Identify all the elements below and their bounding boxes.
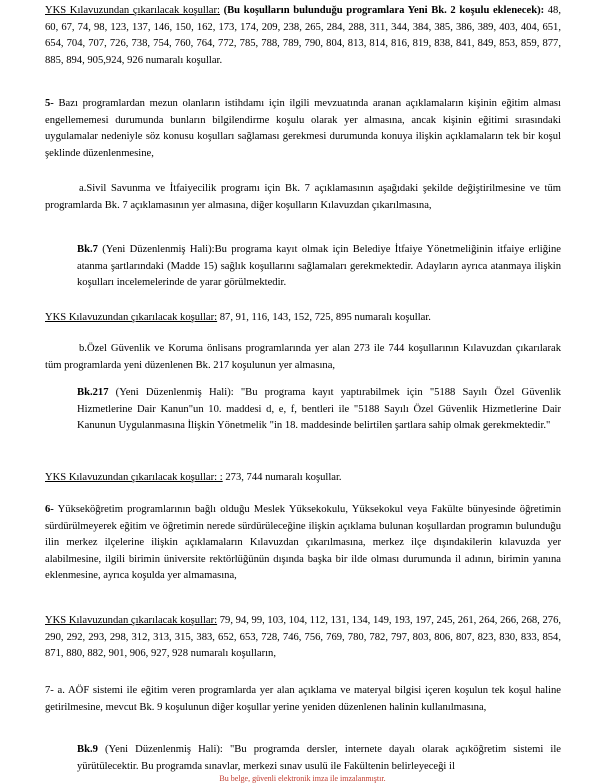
paragraph-text: 273, 744 numaralı koşullar. bbox=[222, 472, 342, 483]
section-label: YKS Kılavuzundan çıkarılacak koşullar: : bbox=[45, 472, 223, 483]
paragraph-text: Yükseköğretim programlarının bağlı olduğu Meslek Yüksekokulu, Yüksekokul veya Fakülte bünyesinde öğretimin sürdürülmeyerek eğitim ve öğretimin nerede sürdürüleceğine ilişkin açıklama bulunan koşullardan programın bulunduğu ilin merkez ilçelerine ilişkin açıklamaların Kılavuzdan çıkarılmasına, merkez ilçe dışındakilerin kılavuzda yer alabilmesine, ilgili birimin üniversite rektörlüğünün dışında başka bir ilde olması durumunda il adının, birimin yanına eklenmesine, ayrıca koşulda yer almamasına, bbox=[45, 504, 561, 582]
paragraph-item-6 bbox=[45, 502, 561, 585]
paragraph-text: b.Özel Güvenlik ve Koruma önlisans programlarında yer alan 273 ile 744 koşullarının Kılavuzdan çıkarılarak tüm programlarda yeni düzenlenen Bk. 217 koşulunun yer almasına, bbox=[45, 343, 561, 371]
paragraph-text: (Yeni Düzenlenmiş Hali): "Bu programa kayıt yaptırabilmek için "5188 Sayılı Özel Güvenlik Hizmetlerine Dair Kanun"un 10. maddesi d, e, f, bentleri ile "5188 Sayılı Özel Güvenlik Hizmetlerine Dair Kanunun Uygulanmasına İlişkin Yönetmelik "in 18. maddesinde belirtilen şartlara sahip olmak gerekmektedir." bbox=[77, 387, 561, 432]
paragraph-item-7a bbox=[45, 683, 561, 716]
section-label: YKS Kılavuzundan çıkarılacak koşullar: bbox=[45, 615, 218, 626]
bk-label: Bk.9 bbox=[77, 744, 98, 755]
paragraph-bk9 bbox=[77, 742, 561, 775]
paragraph-text: (Yeni Düzenlenmiş Hali):Bu programa kayıt olmak için Belediye İtfaiye Yönetmeliğinin itfaiye erliğine atanma şartlarındaki (Madde 15) sağlık koşullarını sağlamaları gerekmektedir. Adayların ayrıca atanmaya ilişkin koşulları incelemelerinde de yarar görülmektedir. bbox=[77, 244, 561, 289]
paragraph-item-5b bbox=[45, 341, 561, 374]
e-signature-footer: Bu belge, güvenli elektronik imza ile imzalanmıştır. bbox=[219, 774, 386, 783]
paragraph-bk7 bbox=[77, 242, 561, 292]
bk-label: Bk.217 bbox=[77, 387, 109, 398]
paragraph-text: 48, 60, 67, 74, 98, 123, 137, 146, 150, 162, 173, 174, 209, 238, 265, 284, 288, 311, 344, 384, 385, 386, 389, 403, 404, 651, 654, 704, 707, 726, 738, 754, 760, 764, 772, 785, 788, 789, 790, 804, 813, 814, 816, 819, 838, 841, 849, 853, 859, 877, 885, 894, 905,924, 926 numaralı koşullar. bbox=[45, 5, 562, 66]
item-number: 6- bbox=[45, 504, 54, 515]
paragraph-text: (Yeni Düzenlenmiş Hali): "Bu programda dersler, internete dayalı olarak açıköğretim sistemi ile yürütülecektir. Bu programda sınavlar, merkezi sınav usulü ile Fakültenin belirleyeceği il bbox=[77, 744, 561, 772]
bk-label: Bk.7 bbox=[77, 244, 98, 255]
paragraph-yks-removed-conditions-4 bbox=[45, 613, 561, 663]
paragraph-yks-removed-conditions-2 bbox=[45, 310, 561, 327]
section-label: YKS Kılavuzundan çıkarılacak koşullar: bbox=[45, 5, 220, 16]
paragraph-text: Bazı programlardan mezun olanların istihdamı için ilgili mevzuatında aranan açıklamaların kişinin eğitim alması engellememesi durumunda bunların bilgilendirme koşulu olarak yer almasına, ancak kişinin eğitimi sırasındaki uygulamalar nedeniyle söz konusu koşulları sağlaması gerekmesi durumunda konuya ilişkin açıklamaların tek bir koşul şeklinde düzenlenmesine, bbox=[45, 98, 561, 159]
paragraph-yks-removed-conditions-3 bbox=[45, 470, 561, 487]
paragraph-bk217 bbox=[77, 385, 561, 435]
bold-note: (Bu koşulların bulunduğu programlara Yeni Bk. 2 koşulu eklenecek): bbox=[219, 5, 545, 16]
paragraph-text: a.Sivil Savunma ve İtfaiyecilik programı için Bk. 7 açıklamasının aşağıdaki şekilde değiştirilmesine ve tüm programlarda Bk. 7 açıklamasının yer almasına, diğer koşulların Kılavuzdan çıkarılmasına, bbox=[45, 183, 561, 211]
section-label: YKS Kılavuzundan çıkarılacak koşullar: bbox=[45, 312, 218, 323]
paragraph-item-5 bbox=[45, 96, 561, 162]
paragraph-yks-removed-conditions-1 bbox=[45, 3, 561, 69]
paragraph-text: 87, 91, 116, 143, 152, 725, 895 numaralı koşullar. bbox=[217, 312, 431, 323]
item-number: 5- bbox=[45, 98, 54, 109]
paragraph-text: 7- a. AÖF sistemi ile eğitim veren programlarda yer alan açıklama ve materyal bilgisi içeren koşulun tek koşul haline getirilmesine, mevcut Bk. 9 koşulunun diğer koşullar yerine yeniden düzenlenen halinin kullanılmasına, bbox=[45, 685, 561, 713]
paragraph-text: 79, 94, 99, 103, 104, 112, 131, 134, 149, 193, 197, 245, 261, 264, 266, 268, 276, 290, 292, 293, 298, 312, 313, 315, 383, 652, 653, 728, 746, 756, 769, 780, 782, 797, 803, 806, 807, 823, 830, 833, 854, 871, 880, 882, 901, 906, 927, 928 numaralı koşulların, bbox=[45, 615, 562, 660]
paragraph-item-5a bbox=[45, 181, 561, 214]
